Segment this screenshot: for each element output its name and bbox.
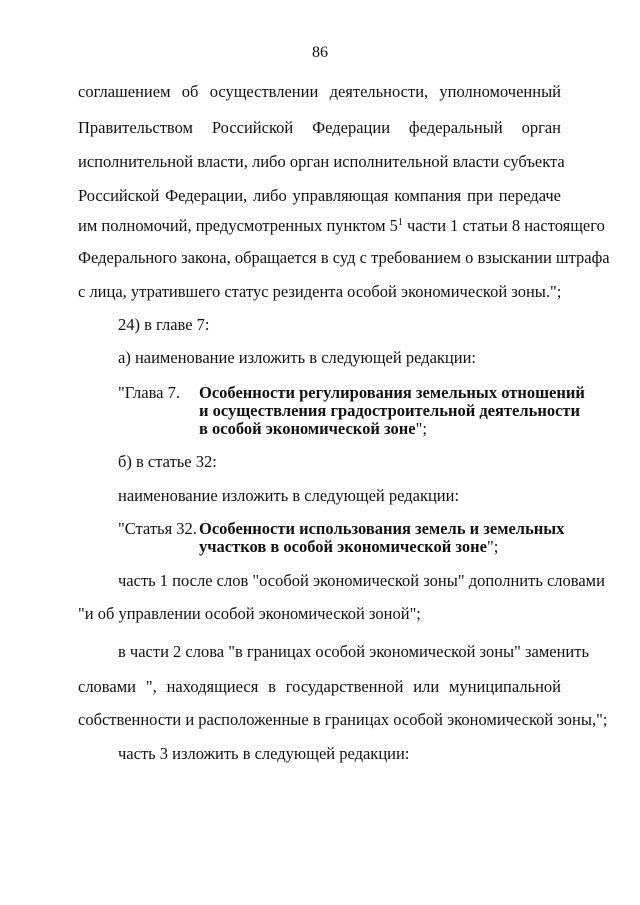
text-line: исполнительной власти, либо орган исполнительной власти субъекта xyxy=(78,152,565,171)
chapter-title-line xyxy=(199,419,427,439)
text-line: словами ", находящиеся в государственной или муниципальной xyxy=(78,677,561,696)
text-line: собственности и расположенные в границах особой экономической зоны,"; xyxy=(78,710,608,729)
article-title-line: Особенности использования земель и земельных xyxy=(199,519,565,538)
text-line: в части 2 слова "в границах особой экономической зоны" заменить xyxy=(118,642,589,661)
text-line: Правительством Российской Федерации федеральный орган xyxy=(78,118,561,137)
text-line xyxy=(78,216,605,236)
chapter-label: "Глава 7. xyxy=(118,383,180,402)
text-segment: им полномочий, предусмотренных пунктом 5 xyxy=(78,216,398,235)
text-line: Федерального закона, обращается в суд с требованием о взыскании штрафа xyxy=(78,248,610,267)
closing-quote: "; xyxy=(415,419,427,438)
page-number: 86 xyxy=(312,44,328,61)
text-line: соглашением об осуществлении деятельности, уполномоченный xyxy=(78,82,561,101)
text-line: с лица, утратившего статус резидента особой экономической зоны."; xyxy=(78,282,562,301)
chapter-title-line: Особенности регулирования земельных отношений xyxy=(199,383,585,402)
text-segment: части 1 статьи 8 настоящего xyxy=(402,216,605,235)
superscript: 1 xyxy=(397,217,403,228)
article-label: "Статья 32. xyxy=(118,519,197,538)
text-line: наименование изложить в следующей редакции: xyxy=(118,486,460,505)
chapter-title-line: и осуществления градостроительной деятельности xyxy=(199,401,581,420)
text-line: часть 1 после слов "особой экономической зоны" дополнить словами xyxy=(118,571,605,590)
text-line: часть 3 изложить в следующей редакции: xyxy=(118,744,410,763)
article-title-line xyxy=(199,537,498,557)
text-line: "и об управлении особой экономической зоной"; xyxy=(78,604,421,623)
title-text: в особой экономической зоне xyxy=(199,419,416,438)
list-item: 24) в главе 7: xyxy=(118,315,210,334)
list-item: а) наименование изложить в следующей редакции: xyxy=(118,348,476,367)
closing-quote: "; xyxy=(486,537,499,556)
list-item: б) в статье 32: xyxy=(118,452,217,471)
text-line: Российской Федерации, либо управляющая компания при передаче xyxy=(78,186,561,205)
title-text: участков в особой экономической зоне xyxy=(199,537,487,556)
